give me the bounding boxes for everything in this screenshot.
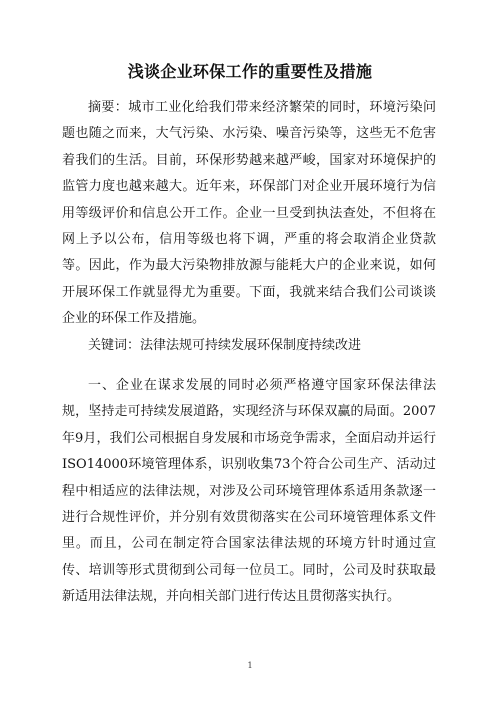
document-title: 浅谈企业环保工作的重要性及措施 (127, 62, 373, 81)
page-number: 1 (247, 661, 253, 670)
section-1-paragraph: 一、企业在谋求发展的同时必须严格遵守国家环保法律法规，坚持走可持续发展道路，实现经济与环保双赢的局面。2007年9月，我们公司根据自身发展和市场竞争需求，全面启动并运行ISO14000环境管理体系，识别收集73个符合公司生产、活动过程中相适应的法律法规，对涉及公司环境管理体系适用条款逐一进行合规性评价，并分别有效贯彻落实在公司环境管理体系文件里。而且，公司在制定符合国家法律法规的环境方针时通过宣传、培训等形式贯彻到公司每一位员工。同时，公司及时获取最新适用法律法规，并向相关部门进行传达且贯彻落实执行。 (62, 378, 436, 605)
keywords-paragraph: 关键词：法律法规可持续发展环保制度持续改进 (88, 338, 362, 353)
abstract-paragraph: 摘要：城市工业化给我们带来经济繁荣的同时，环境污染问题也随之而来，大气污染、水污染、噪音污染等，这些无不危害着我们的生活。目前，环保形势越来越严峻，国家对环境保护的监管力度也越来越大。近年来，环保部门对企业开展环境行为信用等级评价和信息公开工作。企业一旦受到执法查处，不但将在网上予以公布，信用等级也将下调，严重的将会取消企业贷款等。因此，作为最大污染物排放源与能耗大户的企业来说，如何开展环保工作就显得尤为重要。下面，我就来结合我们公司谈谈企业的环保工作及措施。 (62, 100, 436, 327)
